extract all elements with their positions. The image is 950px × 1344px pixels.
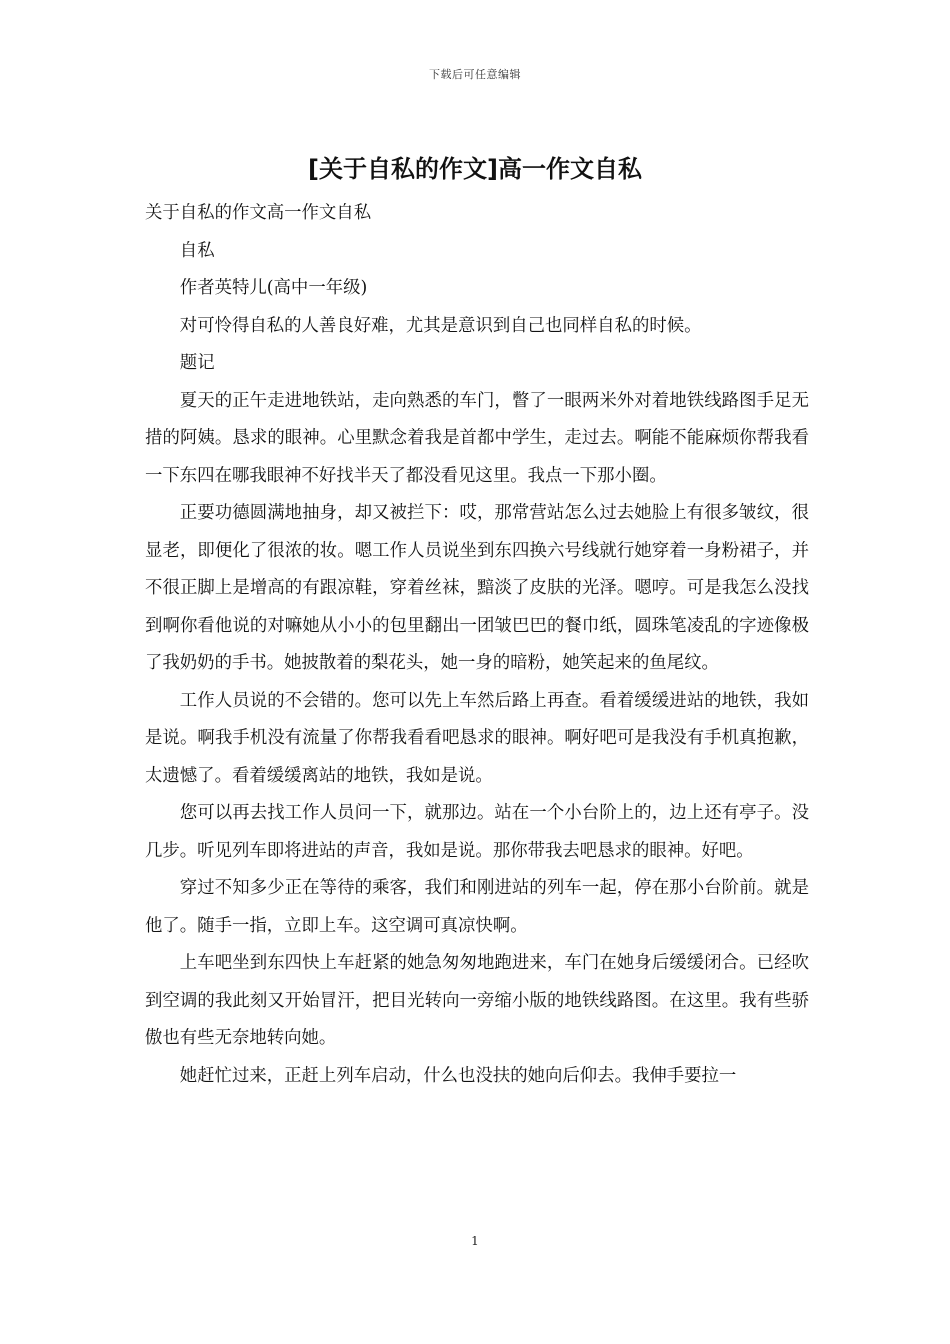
paragraph: 工作人员说的不会错的。您可以先上车然后路上再查。看着缓缓进站的地铁，我如是说。啊我手机没有流量了你帮我看看吧恳求的眼神。啊好吧可是我没有手机真抱歉，太遗憾了。看着缓缓离站的地铁，我如是说。 — [145, 690, 809, 786]
paragraph-epigraph: 对可怜得自私的人善良好难，尤其是意识到自己也同样自私的时候。 — [179, 315, 702, 336]
paragraph: 您可以再去找工作人员问一下，就那边。站在一个小台阶上的，边上还有亭子。没几步。听见列车即将进站的声音，我如是说。那你带我去吧恳求的眼神。好吧。 — [145, 803, 809, 861]
paragraph-epigraph-label: 题记 — [179, 353, 215, 373]
document-title: [关于自私的作文]高一作文自私 — [308, 155, 642, 183]
paragraph-subtitle: 关于自私的作文高一作文自私 — [145, 203, 372, 223]
paragraph: 穿过不知多少正在等待的乘客，我们和刚进站的列车一起，停在那小台阶前。就是他了。随手一指，立即上车。这空调可真凉快啊。 — [145, 878, 809, 936]
paragraph: 夏天的正午走进地铁站，走向熟悉的车门，瞥了一眼两米外对着地铁线路图手足无措的阿姨。恳求的眼神。心里默念着我是首都中学生，走过去。啊能不能麻烦你帮我看一下东四在哪我眼神不好找半天了都没看见这里。我点一下那小圈。 — [145, 390, 809, 486]
paragraph: 正要功德圆满地抽身，却又被拦下：哎，那常营站怎么过去她脸上有很多皱纹，很显老，即便化了很浓的妆。嗯工作人员说坐到东四换六号线就行她穿着一身粉裙子，并不很正脚上是增高的有跟凉鞋，穿着丝袜，黯淡了皮肤的光泽。嗯哼。可是我怎么没找到啊你看他说的对嘛她从小小的包里翻出一团皱巴巴的餐巾纸，圆珠笔凌乱的字迹像极了我奶奶的手书。她披散着的梨花头，她一身的暗粉，她笑起来的鱼尾纹。 — [145, 503, 809, 673]
paragraph: 上车吧坐到东四快上车赶紧的她急匆匆地跑进来，车门在她身后缓缓闭合。已经吹到空调的我此刻又开始冒汗，把目光转向一旁缩小版的地铁线路图。在这里。我有些骄傲也有些无奈地转向她。 — [145, 953, 809, 1048]
document-body — [145, 195, 809, 1095]
paragraph: 她赶忙过来，正赶上列车启动，什么也没扶的她向后仰去。我伸手要拉一 — [179, 1065, 737, 1086]
page-number: 1 — [471, 1234, 479, 1248]
paragraph-heading: 自私 — [179, 240, 215, 261]
header-note: 下载后可任意编辑 — [429, 68, 521, 81]
paragraph-author: 作者英特儿(高中一年级) — [179, 278, 368, 298]
